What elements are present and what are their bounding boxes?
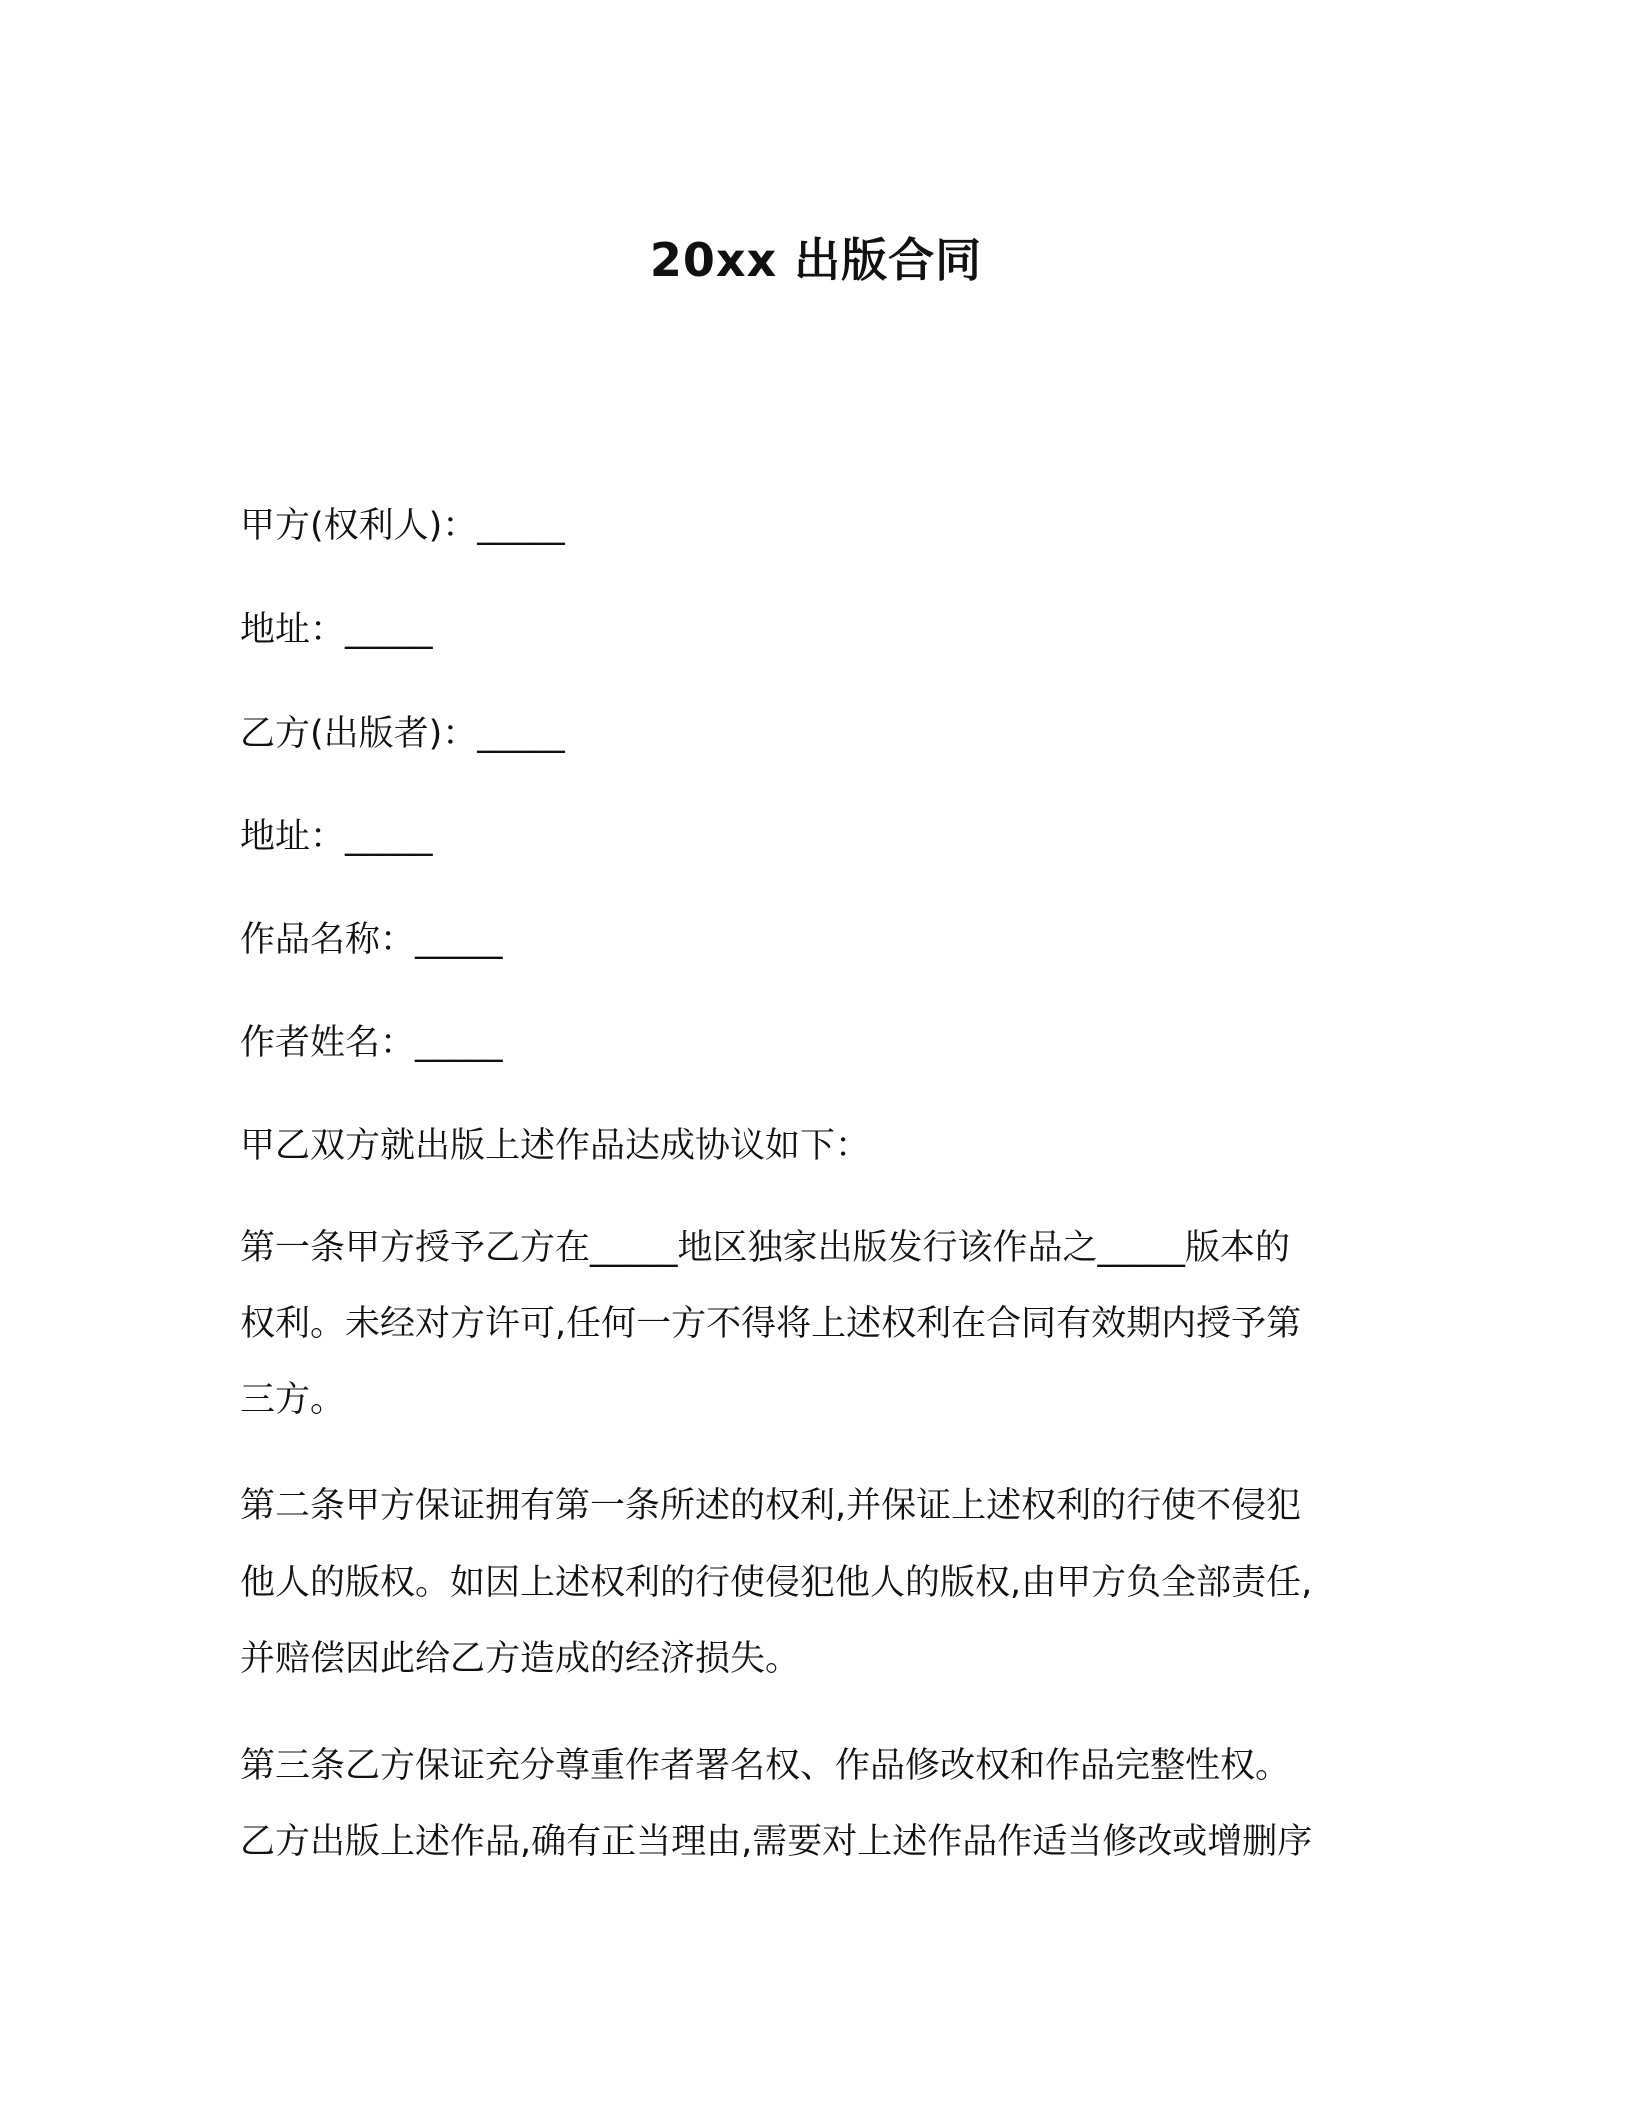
article-3-line-1: 第三条乙方保证充分尊重作者署名权、作品修改权和作品完整性权。 xyxy=(240,1746,1291,1786)
party-b-address-field: 地址：_____ xyxy=(240,817,433,857)
article-2-line-1: 第二条甲方保证拥有第一条所述的权利,并保证上述权利的行使不侵犯 xyxy=(240,1486,1302,1526)
article-1-line-1: 第一条甲方授予乙方在_____地区独家出版发行该作品之_____版本的 xyxy=(240,1228,1291,1268)
document-title: 20xx 出版合同 xyxy=(649,233,983,287)
party-b-field: 乙方(出版者)：_____ xyxy=(240,714,565,754)
article-2-line-2: 他人的版权。如因上述权利的行使侵犯他人的版权,由甲方负全部责任, xyxy=(240,1563,1313,1603)
article-1-line-2: 权利。未经对方许可,任何一方不得将上述权利在合同有效期内授予第 xyxy=(240,1304,1302,1344)
work-title-field: 作品名称：_____ xyxy=(240,920,503,960)
party-a-address-field: 地址：_____ xyxy=(240,610,433,650)
article-2-line-3: 并赔偿因此给乙方造成的经济损失。 xyxy=(240,1639,801,1679)
article-1-line-3: 三方。 xyxy=(240,1380,346,1420)
party-a-field: 甲方(权利人)：_____ xyxy=(240,506,565,546)
article-3-line-2: 乙方出版上述作品,确有正当理由,需要对上述作品作适当修改或增删序 xyxy=(240,1822,1313,1862)
agreement-intro: 甲乙双方就出版上述作品达成协议如下： xyxy=(240,1126,871,1166)
author-name-field: 作者姓名：_____ xyxy=(240,1023,503,1063)
